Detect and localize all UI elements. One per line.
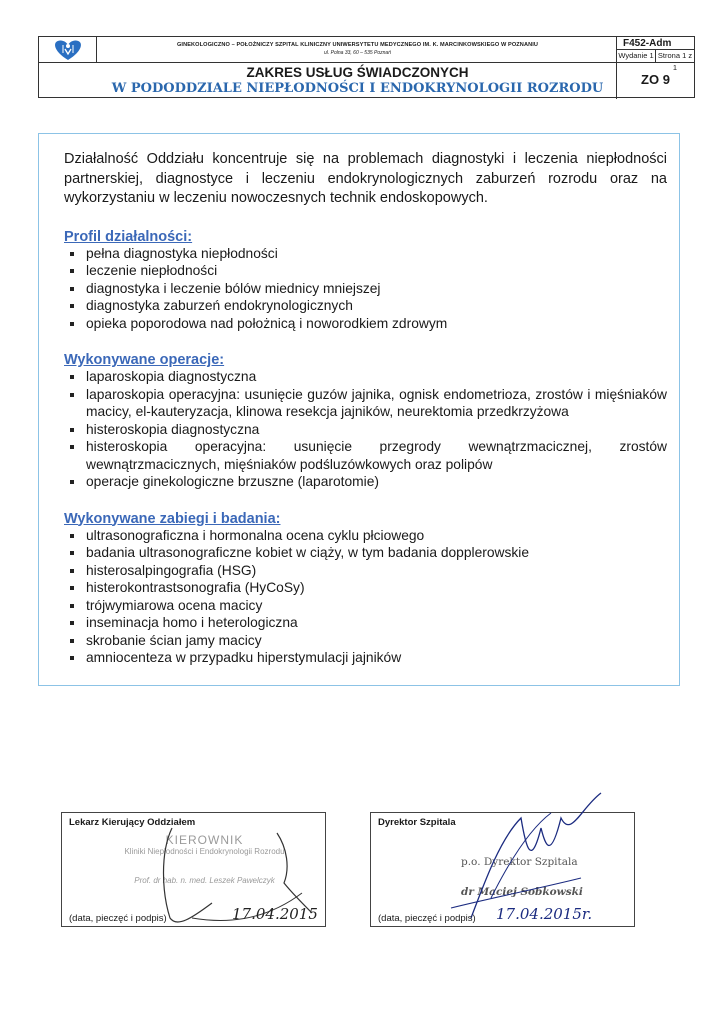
document-title-block [97,63,618,99]
stamp-line: KIEROWNIK [165,833,244,847]
institution-address: ul. Polna 33, 60 – 535 Poznań [324,50,391,56]
signature-title: Dyrektor Szpitala [378,817,456,828]
edition-label: Wydanie 1 [617,50,656,62]
list-item: histerosalpingografia (HSG) [64,562,667,580]
stamp-line: Kliniki Niepłodności i Endokrynologii Rozrodu [124,847,285,856]
signature-caption: (data, pieczęć i podpis) [69,913,167,924]
operations-heading: Wykonywane operacje: [64,352,225,368]
list-item: diagnostyka i leczenie bólów miednicy mniejszej [64,280,667,298]
list-item: badania ultrasonograficzne kobiet w ciąży, w tym badania dopplerowskie [64,544,667,562]
head-of-department-signature-box [61,812,326,927]
content-frame [38,133,680,686]
list-item: inseminacja homo i heterologiczna [64,614,667,632]
list-item: ultrasonograficzna i hormonalna ocena cyklu płciowego [64,527,667,545]
list-item: histeroskopia diagnostyczna [64,421,667,439]
document-header [38,36,695,98]
profile-heading: Profil działalności: [64,228,193,245]
list-item: laparoskopia operacyjna: usunięcie guzów jajnika, ognisk endometrioza, zrostów i mięśniaków macicy, el-kauteryzacja, klinowa resekcja jajników, neurektomia przedkrzyżowa [64,386,667,421]
list-item: amniocenteza w przypadku hiperstymulacji jajników [64,649,667,667]
procedures-heading: Wykonywane zabiegi i badania: [64,510,281,527]
list-item: histerokontrastsonografia (HyCoSy) [64,579,667,597]
list-item: operacje ginekologiczne brzuszne (laparotomie) [64,473,667,491]
form-code-block [616,37,694,99]
list-item: leczenie niepłodności [64,262,667,280]
hospital-logo [39,37,97,63]
intro-paragraph: Działalność Oddziału koncentruje się na problemach diagnostyki i leczenia niepłodności partnerskiej, diagnostyce i leczeniu endokrynologicznych zaburzeń rozrodu oraz na wykorzystaniu w leczeniu nowoczesnych technik endoskopowych. [64,151,667,206]
list-item: histeroskopia operacyjna: usunięcie przegrody wewnątrzmacicznej, zrostów wewnątrzmacicznych, mięśniaków podśluzówkowych oraz polipów [64,438,667,473]
list-item: trójwymiarowa ocena macicy [64,597,667,615]
list-item: skrobanie ścian jamy macicy [64,632,667,650]
list-item: diagnostyka zaburzeń endokrynologicznych [64,297,667,315]
director-signature-box [370,812,635,927]
edition-page-row [617,50,694,72]
institution-block [97,37,618,63]
page-label: Strona 1 z 1 [657,51,693,72]
document-subtitle: W PODODDZIALE NIEPŁODNOŚCI I ENDOKRYNOLOGII ROZRODU [111,81,604,96]
list-item: pełna diagnostyka niepłodności [64,245,667,263]
signature-caption: (data, pieczęć i podpis) [378,913,476,924]
stamp-line: p.o. Dyrektor Szpitala [461,856,578,868]
document-title: ZAKRES USŁUG ŚWIADCZONYCH [246,65,469,80]
handwritten-date: 17.04.2015r. [496,905,593,923]
profile-list [64,245,667,333]
stamp-line: dr Maciej Sobkowski [461,886,583,898]
stamp-line: Prof. dr hab. n. med. Leszek Pawelczyk [134,876,275,885]
list-item: opieka poporodowa nad położnicą i noworodkiem zdrowym [64,315,667,333]
handwritten-date: 17.04.2015 [232,905,318,923]
procedures-list [64,527,667,667]
heart-logo-icon [39,37,97,63]
list-item: laparoskopia diagnostyczna [64,368,667,386]
signature-title: Lekarz Kierujący Oddziałem [69,817,196,828]
operations-list [64,368,667,491]
form-code: F452-Adm [617,37,694,50]
institution-name: GINEKOLOGICZNO – POŁOŻNICZY SZPITAL KLINICZNY UNIWERSYTETU MEDYCZNEGO IM. K. MARCINKOWSKIEGO W POZNANIU [176,42,539,48]
doc-code: ZO 9 [641,72,670,87]
